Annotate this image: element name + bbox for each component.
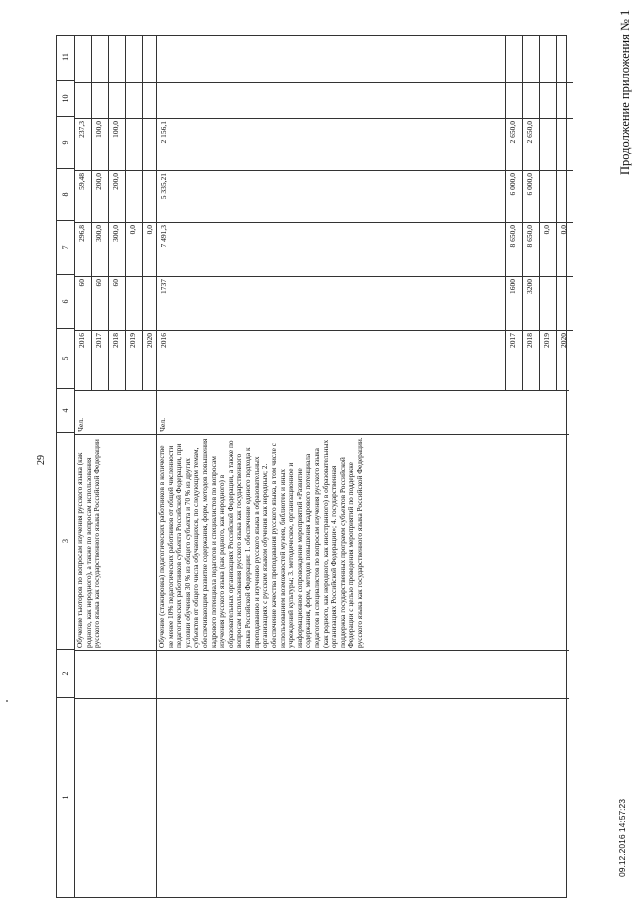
continuation-heading: Продолжение приложения № 1	[618, 9, 632, 175]
col-num-10: 10	[57, 80, 74, 116]
col7-value: 300,0	[109, 222, 125, 276]
col-num-8: 8	[57, 168, 74, 220]
unit-cell: Чел.	[157, 390, 569, 434]
col7-value: 0,0	[540, 222, 556, 276]
col6-value: 3200	[523, 276, 539, 330]
col11-value	[557, 36, 573, 82]
col9-value: 100,0	[109, 118, 125, 170]
col-num-9: 9	[57, 116, 74, 168]
col8-value: 6 000,0	[523, 170, 539, 222]
activity-description: Обучение тьюторов по вопросам изучения русского языка (как родного, как неродного), а также по вопросам использования русского языка как государственного языка Российской Федерации	[75, 434, 156, 650]
col6-value: 60	[109, 276, 125, 330]
col6-value: 1600	[506, 276, 522, 330]
col8-value: 200,0	[109, 170, 125, 222]
col6-value	[126, 276, 142, 330]
unit-cell: Чел.	[75, 390, 156, 434]
col-num-3: 3	[57, 432, 74, 649]
col10-value	[157, 82, 505, 118]
col1-cell	[157, 698, 569, 897]
col11-value	[540, 36, 556, 82]
scan-mark	[6, 700, 8, 702]
col6-value	[557, 276, 573, 330]
col10-value	[557, 82, 573, 118]
col10-value	[523, 82, 539, 118]
col9-value: 2 650,0	[523, 118, 539, 170]
col9-value	[557, 118, 573, 170]
year: 2017	[506, 330, 522, 390]
activity-description: Обучение (стажировка) педагогических работников в количестве не менее 10% педагогических работников от общей численности педагогических работников субъекта Российской Федерации, при условии обучения 30 % из общего субъекта и 70 % из других субъектов от общего числа обучающихся, по следующим темам, обеспечивающим развитие содержания, форм, методов повышения кадрового потенциала педагогов и специалистов по вопросам изучения русского языка (как родного, как неродного) в образовательных организациях Российской Федерации, а также по вопросам использования русского языка как государственного языка Российской Федерации: 1. обеспечение единого подхода к преподаванию и изучению русского языка в образовательных организациях с русским языком обучения как неродным; 2. обеспечение качества преподавания русского языка, в том числе с использованием возможностей музеев, библиотек и иных учреждений культуры; 3. методическое, организационное и информационное сопровождение мероприятий «Развитие содержания, форм, методов повышения кадрового потенциала педагогов и специалистов по вопросам изучения русского языка (как родного, как неродного, как иностранного) в образовательных организациях Российской Федерации»; 4. государственная поддержка государственных программ субъектов Российской Федерации с целью проведения мероприятий по поддержке русского языка как государственного языка Российской Федерации.	[157, 434, 569, 650]
col8-value	[557, 170, 573, 222]
col8-value: 200,0	[92, 170, 108, 222]
year-values	[157, 36, 569, 390]
year: 2017	[92, 330, 108, 390]
year-row	[557, 36, 573, 390]
col-num-2: 2	[57, 649, 74, 697]
col9-value: 2 156,1	[157, 118, 505, 170]
col-num-7: 7	[57, 220, 74, 274]
col10-value	[92, 82, 108, 118]
col7-value: 300,0	[92, 222, 108, 276]
col7-value: 296,8	[75, 222, 91, 276]
column-number-row	[57, 36, 75, 897]
year-row	[523, 36, 540, 390]
col8-value	[126, 170, 142, 222]
col-num-6: 6	[57, 274, 74, 328]
col6-value: 60	[75, 276, 91, 330]
year-row	[92, 36, 109, 390]
col10-value	[540, 82, 556, 118]
table-row	[75, 36, 157, 897]
col11-value	[157, 36, 505, 82]
col11-value	[109, 36, 125, 82]
year-row	[506, 36, 523, 390]
col6-value	[540, 276, 556, 330]
program-table	[56, 35, 567, 898]
col9-value: 237,3	[75, 118, 91, 170]
col11-value	[506, 36, 522, 82]
table-row	[157, 36, 569, 897]
year-row	[540, 36, 557, 390]
col1-cell	[75, 698, 156, 897]
year: 2019	[540, 330, 556, 390]
col10-value	[109, 82, 125, 118]
col11-value	[92, 36, 108, 82]
print-timestamp: 09.12.2016 14:57:23	[617, 799, 627, 877]
col11-value	[523, 36, 539, 82]
col7-value: 0,0	[557, 222, 573, 276]
col9-value	[126, 118, 142, 170]
col2-cell	[75, 650, 156, 698]
col10-value	[126, 82, 142, 118]
year: 2018	[523, 330, 539, 390]
col11-value	[126, 36, 142, 82]
col7-value: 8 650,0	[523, 222, 539, 276]
col-num-4: 4	[57, 388, 74, 432]
col11-value	[75, 36, 91, 82]
page-number: 29	[36, 455, 47, 465]
col9-value: 100,0	[92, 118, 108, 170]
year-row	[109, 36, 126, 390]
year: 2020	[557, 330, 573, 390]
col10-value	[506, 82, 522, 118]
col8-value: 5 335,21	[157, 170, 505, 222]
col7-value: 8 650,0	[506, 222, 522, 276]
year-values	[75, 36, 156, 390]
col-num-1: 1	[57, 697, 74, 897]
year: 2016	[75, 330, 91, 390]
col9-value	[540, 118, 556, 170]
col7-value: 0,0	[126, 222, 142, 276]
col8-value	[540, 170, 556, 222]
col9-value: 2 650,0	[506, 118, 522, 170]
year: 2020	[143, 330, 159, 390]
year: 2019	[126, 330, 142, 390]
col7-value: 7 491,3	[157, 222, 505, 276]
year-row	[157, 36, 506, 390]
col10-value	[75, 82, 91, 118]
col8-value: 59,48	[75, 170, 91, 222]
col7-value: 0,0	[143, 222, 159, 276]
col2-cell	[157, 650, 569, 698]
year-row	[75, 36, 92, 390]
col6-value: 60	[92, 276, 108, 330]
col-num-5: 5	[57, 328, 74, 388]
col-num-11: 11	[61, 53, 70, 61]
year: 2016	[157, 330, 505, 390]
col8-value: 6 000,0	[506, 170, 522, 222]
col6-value: 1737	[157, 276, 505, 330]
year: 2018	[109, 330, 125, 390]
year-row	[126, 36, 143, 390]
